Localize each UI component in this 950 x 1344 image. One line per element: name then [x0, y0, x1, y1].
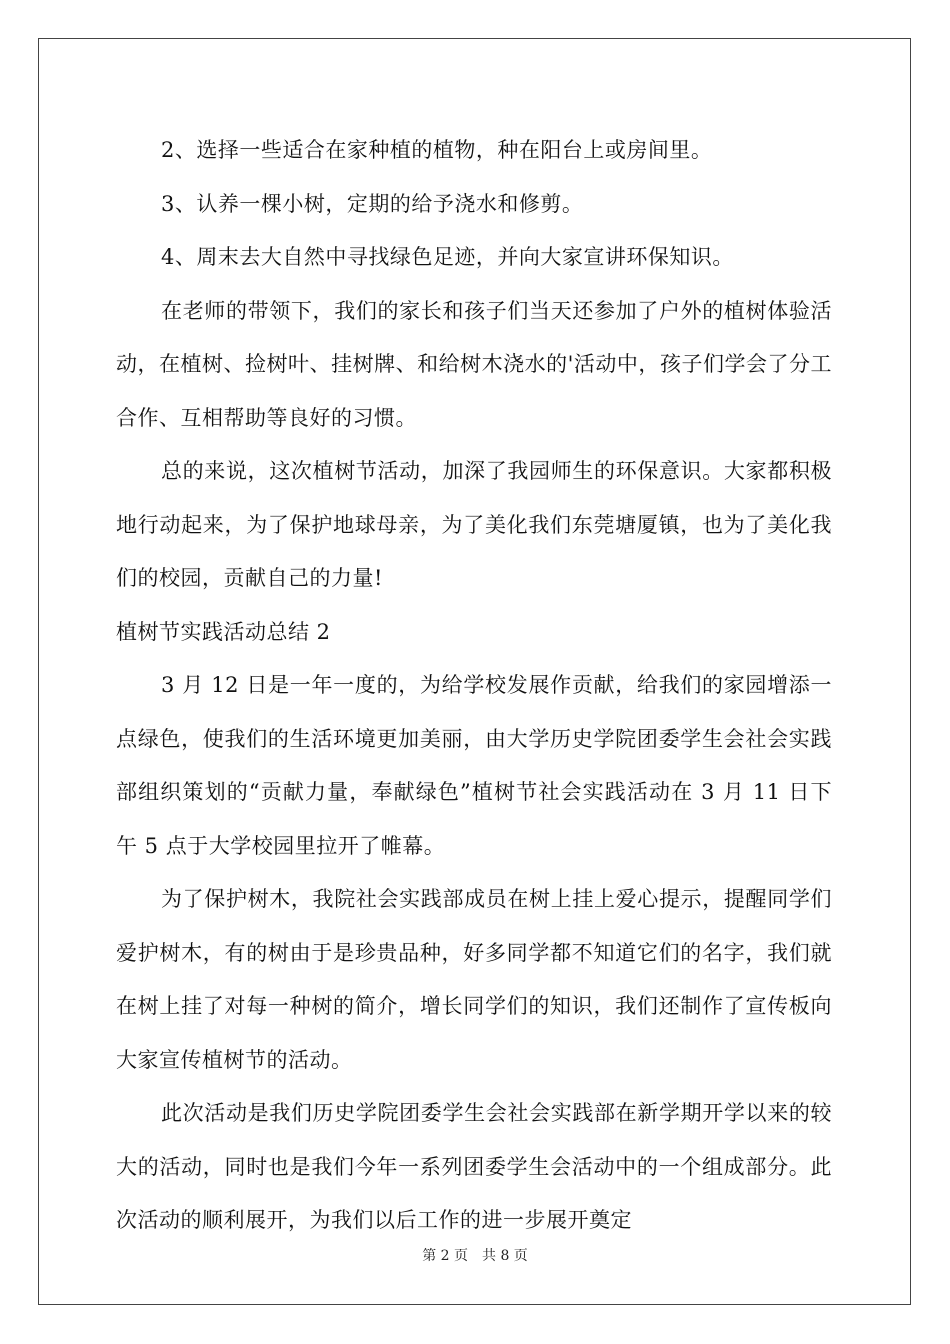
document-body — [116, 124, 832, 1248]
paragraph: 在老师的带领下，我们的家长和孩子们当天还参加了户外的植树体验活动，在植树、捡树叶、挂树牌、和给树木浇水的'活动中，孩子们学会了分工合作、互相帮助等良好的习惯。 — [116, 298, 832, 430]
paragraph: 3 月 12 日是一年一度的，为给学校发展作贡献，给我们的家园增添一点绿色，使我们的生活环境更加美丽，由大学历史学院团委学生会社会实践部组织策划的“贡献力量，奉献绿色”植树节社会实践活动在 3 月 11 日下午 5 点于大学校园里拉开了帷幕。 — [116, 673, 832, 858]
paragraph: 4、周末去大自然中寻找绿色足迹，并向大家宣讲环保知识。 — [161, 245, 734, 269]
paragraph: 为了保护树木，我院社会实践部成员在树上挂上爱心提示，提醒同学们爱护树木，有的树由于是珍贵品种，好多同学都不知道它们的名字，我们就在树上挂了对每一种树的简介，增长同学们的知识，我们还制作了宣传板向大家宣传植树节的活动。 — [116, 887, 832, 1072]
paragraph: 此次活动是我们历史学院团委学生会社会实践部在新学期开学以来的较大的活动，同时也是我们今年一系列团委学生会活动中的一个组成部分。此次活动的顺利展开，为我们以后工作的进一步展开奠定 — [116, 1101, 832, 1232]
page-footer — [0, 1245, 950, 1265]
paragraph: 3、认养一棵小树，定期的给予浇水和修剪。 — [161, 191, 584, 216]
section-title: 植树节实践活动总结 2 — [116, 619, 331, 644]
page-number: 第 2 页 — [422, 1248, 468, 1264]
paragraph: 2、选择一些适合在家种植的植物，种在阳台上或房间里。 — [161, 138, 713, 162]
paragraph: 总的来说，这次植树节活动，加深了我园师生的环保意识。大家都积极地行动起来，为了保护地球母亲，为了美化我们东莞塘厦镇，也为了美化我们的校园，贡献自己的力量! — [116, 459, 832, 590]
page-total: 共 8 页 — [482, 1248, 528, 1264]
